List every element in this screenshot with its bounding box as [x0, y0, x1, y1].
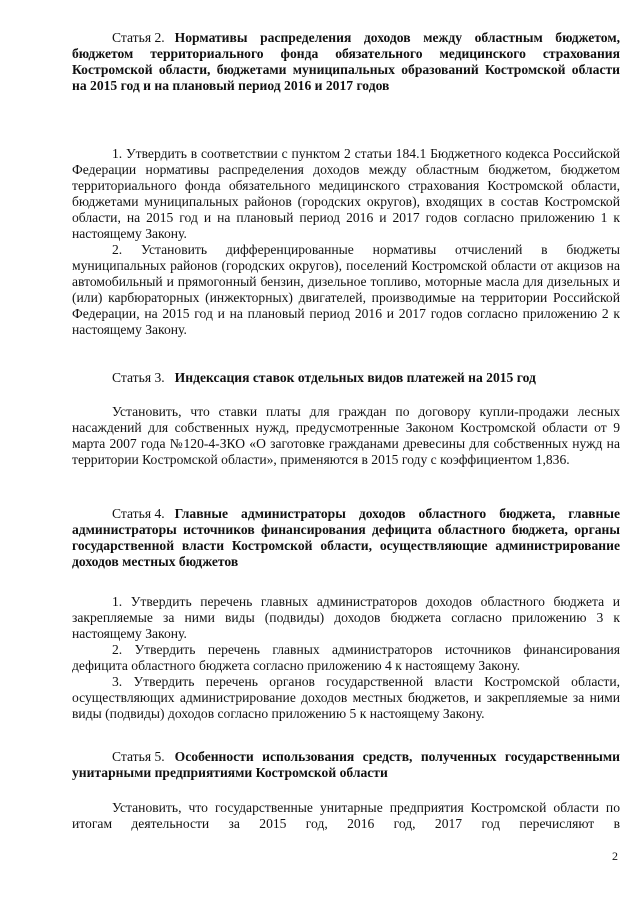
article-4-body [72, 594, 620, 722]
article-title: Индексация ставок отдельных видов платежей на 2015 год [174, 370, 536, 385]
article-5 [72, 749, 620, 781]
paragraph: 3. Утвердить перечень органов государственной власти Костромской области, осуществляющих администрирование доходов местных бюджетов, и закрепляемые за ними виды (подвиды) доходов согласно приложению 5 к настоящему Закону. [72, 674, 620, 721]
paragraph: 2. Утвердить перечень главных администраторов источников финансирования дефицита областного бюджета согласно приложению 4 к настоящему Закону. [72, 642, 620, 673]
article-label: Статья 3. [112, 370, 165, 385]
article-4-heading [72, 506, 620, 570]
paragraph: Установить, что государственные унитарные предприятия Костромской области по итогам деятельности за 2015 год, 2016 год, 2017 год перечисляют в [72, 800, 620, 831]
article-title: Нормативы распределения доходов между областным бюджетом, бюджетом территориального фонда обязательного медицинского страхования Костромской области, бюджетами муниципальных образований Костромской области на 2015 год и на плановый период 2016 и 2017 годов [72, 30, 620, 93]
paragraph: Установить, что ставки платы для граждан по договору купли-продажи лесных насаждений для собственных нужд, предусмотренные Законом Костромской области от 9 марта 2007 года №120-4-ЗКО «О заготовке гражданами древесины для собственных нужд на территории Костромской области», применяются в 2015 году с коэффициентом 1,836. [72, 404, 620, 467]
paragraph: 1. Утвердить в соответствии с пунктом 2 статьи 184.1 Бюджетного кодекса Российской Федерации нормативы распределения доходов между областным бюджетом, бюджетом территориального фонда обязательного медицинского страхования Костромской области, бюджетами муниципальных районов (городских округов), входящих в состав Костромской области, на 2015 год и на плановый период 2016 и 2017 годов согласно приложению 1 к настоящему Закону. [72, 146, 620, 241]
paragraph: 2. Установить дифференцированные нормативы отчислений в бюджеты муниципальных районов (городских округов), поселений Костромской области от акцизов на автомобильный и прямогонный бензин, дизельное топливо, моторные масла для дизельных и (или) карбюраторных (инжекторных) двигателей, производимые на территории Российской Федерации, на 2015 год и на плановый период 2016 и 2017 годов согласно приложению 2 к настоящему Закону. [72, 242, 620, 337]
article-3-body [72, 404, 620, 468]
article-4 [72, 506, 620, 570]
paragraph: 1. Утвердить перечень главных администраторов доходов областного бюджета и закрепляемые за ними виды (подвиды) доходов бюджета согласно приложению 3 к настоящему Закону. [72, 594, 620, 641]
article-2 [72, 30, 620, 94]
article-label: Статья 2. [112, 30, 165, 45]
page-number: 2 [612, 849, 618, 863]
article-2-body [72, 146, 620, 338]
article-3-heading [72, 370, 620, 386]
article-3 [72, 370, 620, 386]
article-label: Статья 5. [112, 749, 165, 764]
article-5-heading [72, 749, 620, 781]
article-2-heading [72, 30, 620, 94]
article-label: Статья 4. [112, 506, 165, 521]
article-title: Особенности использования средств, полученных государственными унитарными предприятиями Костромской области [72, 749, 620, 780]
article-5-body [72, 800, 620, 832]
article-title: Главные администраторы доходов областного бюджета, главные администраторы источников финансирования дефицита областного бюджета, органы государственной власти Костромской области, осуществляющие администрирование доходов местных бюджетов [72, 506, 620, 569]
